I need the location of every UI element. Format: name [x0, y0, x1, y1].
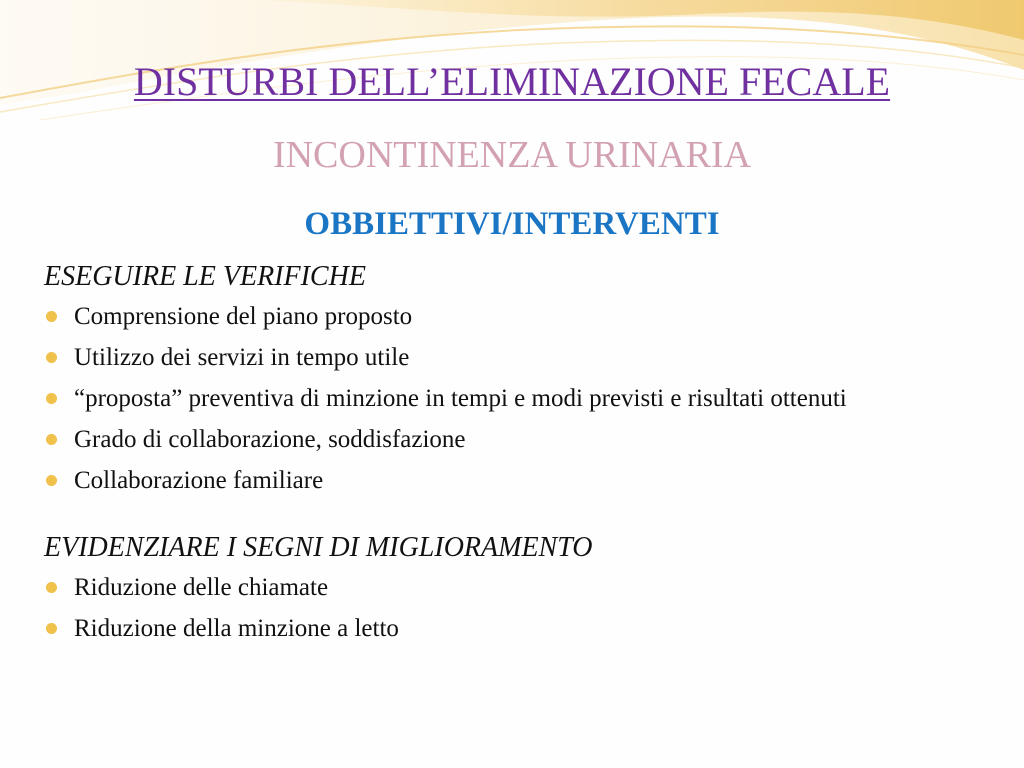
list-item-text: Riduzione della minzione a letto: [74, 615, 399, 642]
section-miglioramento-title: EVIDENZIARE I SEGNI DI MIGLIORAMENTO: [44, 532, 593, 563]
slide-subtitle: INCONTINENZA URINARIA: [272, 134, 752, 176]
list-item: [44, 300, 944, 333]
list-item: [44, 612, 944, 645]
bullet-icon: [46, 393, 57, 404]
bullet-icon: [46, 311, 57, 322]
verifiche-list: [44, 300, 944, 497]
list-item-text: Collaborazione familiare: [74, 467, 324, 494]
list-item: [44, 464, 944, 497]
list-item-text: Riduzione delle chiamate: [74, 574, 329, 601]
bullet-icon: [46, 475, 57, 486]
list-item: [44, 382, 944, 415]
section-spacer: [44, 505, 944, 529]
list-item: [44, 571, 944, 604]
bullet-icon: [46, 352, 57, 363]
list-item-text: Grado di collaborazione, soddisfazione: [74, 426, 466, 453]
list-item-text: “proposta” preventiva di minzione in tempi e modi previsti e risultati ottenuti: [74, 385, 847, 412]
list-item: [44, 423, 944, 456]
list-item: [44, 341, 944, 374]
list-item-text: Utilizzo dei servizi in tempo utile: [74, 344, 410, 371]
miglioramento-list: [44, 571, 944, 645]
bullet-icon: [46, 434, 57, 445]
bullet-icon: [46, 623, 57, 634]
slide-body: [44, 258, 944, 653]
section-verifiche-title: ESEGUIRE LE VERIFICHE: [44, 261, 366, 292]
slide-title: DISTURBI DELL’ELIMINAZIONE FECALE: [133, 59, 891, 104]
bullet-icon: [46, 582, 57, 593]
section-heading: OBBIETTIVI/INTERVENTI: [304, 206, 720, 242]
list-item-text: Comprensione del piano proposto: [74, 303, 413, 330]
